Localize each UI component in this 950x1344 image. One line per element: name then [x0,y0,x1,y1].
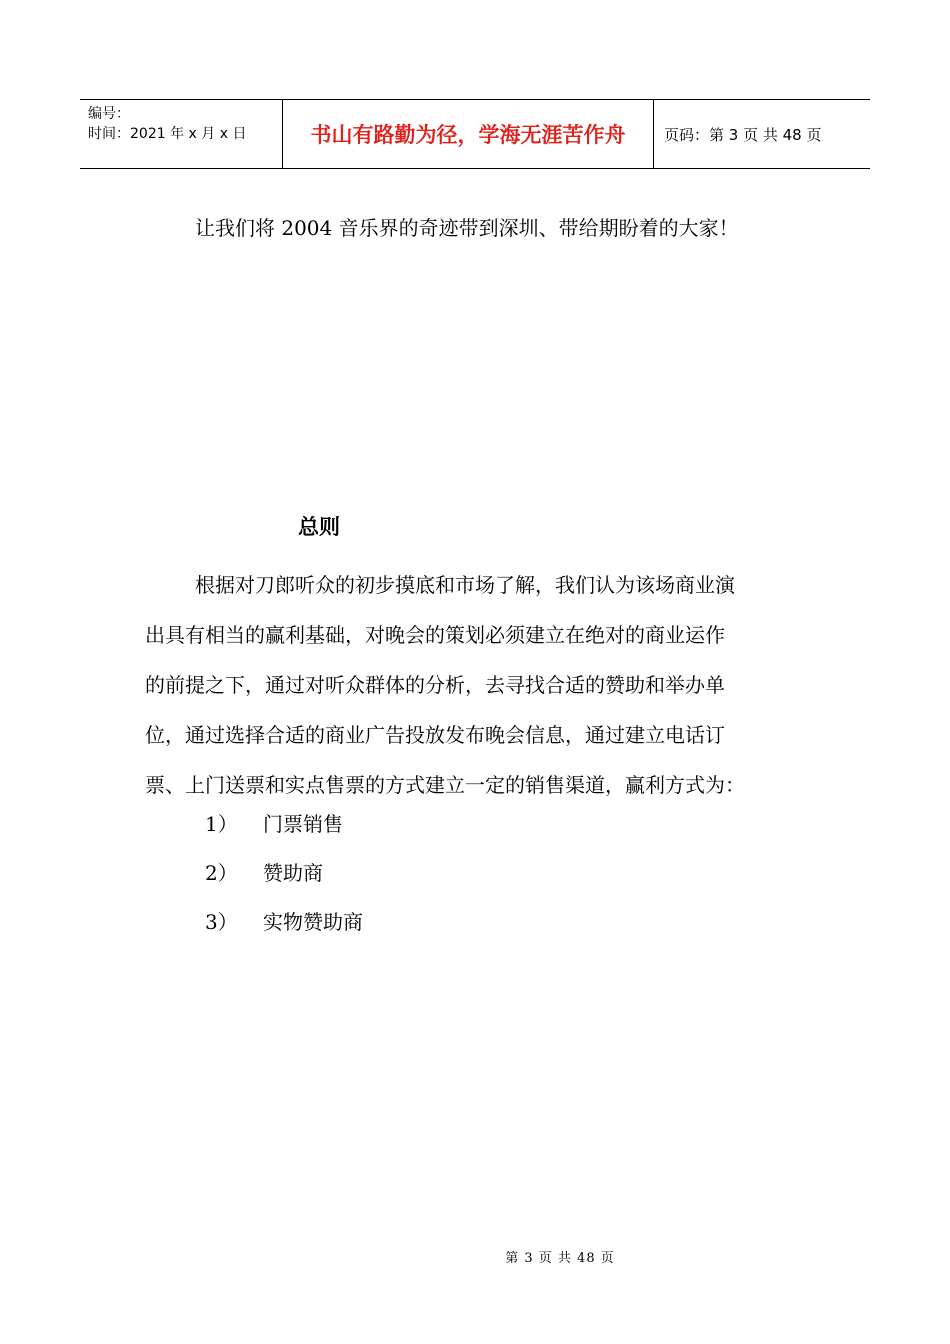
section-heading: 总则 [298,515,340,539]
header-code-label: 编号： [88,106,130,122]
header-meta [80,100,282,168]
body-paragraph [145,560,825,810]
page-header [80,99,870,169]
header-time-label: 时间：2021 年 x 月 x 日 [88,126,247,142]
profit-methods-list [205,800,363,947]
paragraph-line: 出具有相当的赢利基础，对晚会的策划必须建立在绝对的商业运作 [145,623,725,647]
list-item-text: 门票销售 [263,812,343,836]
list-item-text: 实物赞助商 [263,910,363,934]
footer-page-number: 第 3 页 共 48 页 [505,1251,615,1266]
paragraph-line: 票、上门送票和实点售票的方式建立一定的销售渠道，赢利方式为： [145,773,745,797]
paragraph-line: 根据对刀郎听众的初步摸底和市场了解，我们认为该场商业演 [195,573,735,597]
header-motto: 书山有路勤为径，学海无涯苦作舟 [282,100,654,168]
intro-line: 让我们将 2004 音乐界的奇迹带到深圳、带给期盼着的大家！ [195,216,739,240]
list-item-number: 3） [205,910,238,934]
list-item [205,849,363,898]
paragraph-line: 的前提之下，通过对听众群体的分析，去寻找合适的赞助和举办单 [145,673,725,697]
paragraph-line: 位，通过选择合适的商业广告投放发布晚会信息，通过建立电话订 [145,723,725,747]
header-page-info: 页码：第 3 页 共 48 页 [664,125,822,144]
list-item [205,898,363,947]
list-item-number: 1） [205,812,238,836]
list-item-text: 赞助商 [263,861,323,885]
page-footer [0,1247,950,1266]
list-item-number: 2） [205,861,238,885]
list-item [205,800,363,849]
